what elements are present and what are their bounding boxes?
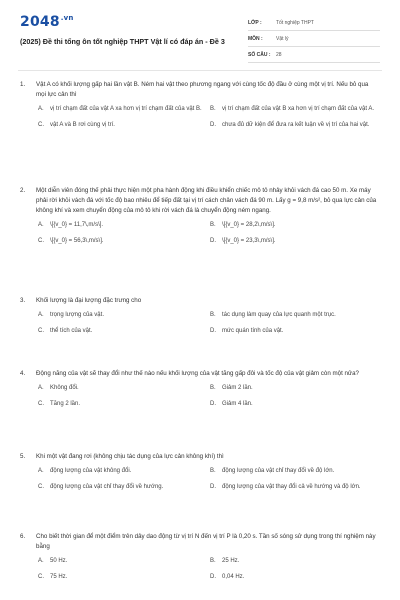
option-letter: A.: [38, 312, 44, 319]
option-letter: A.: [38, 468, 44, 475]
question-3: [20, 296, 380, 338]
option-letter: D.: [210, 328, 216, 335]
option-letter: B.: [210, 106, 216, 113]
option-text: mức quán tính của vật.: [222, 328, 284, 335]
exam-header: [20, 12, 380, 66]
option-text: \[{v_0} = 23,3\,m/s\].: [222, 237, 276, 244]
option-d[interactable]: [210, 235, 382, 247]
option-text: chưa đủ dữ kiện để đưa ra kết luận về vị trí của hai vật.: [222, 122, 370, 129]
site-logo[interactable]: [20, 14, 74, 30]
question-stem: [20, 452, 380, 462]
option-text: 75 Hz.: [50, 574, 68, 581]
option-letter: D.: [210, 574, 216, 581]
option-text: \[{v_0} = 28,2\,m/s\].: [222, 221, 276, 228]
option-letter: C.: [38, 401, 44, 408]
option-text: 25 Hz.: [222, 558, 240, 565]
option-letter: D.: [210, 237, 216, 244]
option-letter: B.: [210, 468, 216, 475]
option-text: 50 Hz.: [50, 558, 68, 565]
option-text: thể tích của vật.: [50, 328, 93, 335]
question-2: [20, 186, 380, 247]
question-stem: [20, 369, 380, 379]
option-text: \[{v_0} = 11,7\,m/s\].: [50, 221, 104, 228]
question-number: 2.: [20, 187, 26, 194]
option-text: vị trí chạm đất của vật B xa hơn vị trí chạm đất của vật A.: [222, 106, 375, 113]
exam-meta: [248, 15, 380, 63]
option-a[interactable]: [38, 219, 210, 231]
meta-row-class: [248, 15, 380, 31]
option-letter: A.: [38, 558, 44, 565]
option-b[interactable]: [210, 556, 382, 568]
option-c[interactable]: [38, 482, 210, 494]
option-letter: C.: [38, 484, 44, 491]
meta-value[interactable]: Vật lý: [276, 35, 289, 42]
question-text: Khối lượng là đại lượng đặc trưng cho: [36, 297, 142, 304]
option-letter: B.: [210, 558, 216, 565]
question-text: Động năng của vật sẽ thay đổi như thế nào nếu khối lượng của vật tăng gấp đôi và tốc độ của vật giảm còn một nửa?: [36, 370, 359, 377]
option-letter: D.: [210, 401, 216, 408]
meta-value[interactable]: Tốt nghiệp THPT: [276, 19, 314, 26]
question-number: 5.: [20, 453, 26, 460]
option-c[interactable]: [38, 120, 210, 132]
option-letter: A.: [38, 385, 44, 392]
question-number: 1.: [20, 81, 26, 88]
option-list: [38, 466, 380, 494]
meta-value: 28: [276, 51, 282, 58]
option-text: \[{v_0} = 56,3\,m/s\].: [50, 237, 104, 244]
option-d[interactable]: [210, 326, 382, 338]
question-text: Vật A có khối lượng gấp hai lần vật B. Ném hai vật theo phương ngang với cùng tốc độ đầu ở cùng một vị trí. Nếu bỏ qua mọi lực cản thì: [36, 81, 369, 98]
option-text: động lượng của vật chỉ thay đổi về độ lớn.: [222, 468, 335, 475]
option-d[interactable]: [210, 399, 382, 411]
option-b[interactable]: [210, 383, 382, 395]
option-letter: D.: [210, 484, 216, 491]
option-c[interactable]: [38, 572, 210, 584]
option-letter: B.: [210, 221, 216, 228]
question-stem: [20, 296, 380, 306]
question-number: 4.: [20, 370, 26, 377]
question-number: 3.: [20, 297, 26, 304]
question-stem: [20, 532, 380, 552]
option-letter: C.: [38, 237, 44, 244]
option-d[interactable]: [210, 120, 382, 132]
exam-title: (2025) Đề thi tổng ôn tốt nghiệp THPT Vật lí có đáp án - Đề 3: [20, 37, 225, 46]
option-list: [38, 219, 380, 247]
option-list: [38, 556, 380, 584]
header-divider: [18, 70, 382, 71]
option-letter: C.: [38, 574, 44, 581]
meta-row-subject: [248, 31, 380, 47]
option-list: [38, 383, 380, 411]
question-6: [20, 532, 380, 584]
meta-label: LỚP :: [248, 19, 262, 26]
question-stem: [20, 186, 380, 215]
option-letter: C.: [38, 328, 44, 335]
question-1: [20, 80, 380, 132]
option-a[interactable]: [38, 466, 210, 478]
option-b[interactable]: [210, 310, 382, 322]
meta-row-count: [248, 47, 380, 63]
option-d[interactable]: [210, 572, 382, 584]
option-a[interactable]: [38, 383, 210, 395]
option-a[interactable]: [38, 310, 210, 322]
option-text: vật A và B rơi cùng vị trí.: [50, 122, 115, 129]
question-stem: [20, 80, 380, 100]
logo-suffix: .vn: [60, 14, 74, 22]
option-text: 0,04 Hz.: [222, 574, 245, 581]
option-text: động lượng của vật chỉ thay đổi về hướng.: [50, 484, 164, 491]
option-text: vị trí chạm đất của vật A xa hơn vị trí chạm đất của vật B.: [50, 106, 202, 113]
option-text: tác dụng làm quay của lực quanh một trục.: [222, 312, 336, 319]
question-text: Một diễn viên đóng thế phải thực hiện một pha hành động khi điều khiển chiếc mô tô nhảy khỏi vách đá cao 50 m. Xe máy phải rời khỏi vách đá với tốc độ bao nhiêu để tiếp đất tại vị trí cách chân vách đá 90 m. Lấy g = 9,8 m/s², bỏ qua lực cản của không khí và xem chuyển động của mô tô khi rời vách đá là chuyển động ném ngang.: [36, 187, 377, 214]
question-text: Cho biết thời gian để một điểm trên dây dao động từ vị trí N đến vị trí P là 0,20 s. Tần số sóng sử dụng trong thí nghiệm này bằng: [36, 533, 376, 550]
question-5: [20, 452, 380, 494]
option-letter: B.: [210, 385, 216, 392]
option-d[interactable]: [210, 482, 382, 494]
option-b[interactable]: [210, 104, 382, 116]
option-c[interactable]: [38, 326, 210, 338]
option-letter: B.: [210, 312, 216, 319]
option-letter: C.: [38, 122, 44, 129]
option-b[interactable]: [210, 219, 382, 231]
option-text: Không đổi.: [50, 385, 79, 392]
option-text: trọng lượng của vật.: [50, 312, 104, 319]
option-letter: A.: [38, 106, 44, 113]
meta-label: MÔN :: [248, 35, 263, 42]
option-text: Giảm 2 lần.: [222, 385, 253, 392]
option-b[interactable]: [210, 466, 382, 478]
question-4: [20, 369, 380, 411]
option-letter: D.: [210, 122, 216, 129]
option-text: Tăng 2 lần.: [50, 401, 81, 408]
option-text: động lượng của vật không đổi.: [50, 468, 132, 475]
question-text: Khi một vật đang rơi (không chịu tác dụng của lực cản không khí) thì: [36, 453, 224, 460]
logo-text: 2048: [20, 14, 60, 30]
option-letter: A.: [38, 221, 44, 228]
option-c[interactable]: [38, 399, 210, 411]
option-a[interactable]: [38, 104, 210, 116]
option-text: động lượng của vật thay đổi cả về hướng và độ lớn.: [222, 484, 361, 491]
option-list: [38, 310, 380, 338]
option-text: Giảm 4 lần.: [222, 401, 253, 408]
option-list: [38, 104, 380, 132]
question-number: 6.: [20, 533, 26, 540]
option-c[interactable]: [38, 235, 210, 247]
meta-label: SỐ CÂU :: [248, 51, 271, 58]
option-a[interactable]: [38, 556, 210, 568]
